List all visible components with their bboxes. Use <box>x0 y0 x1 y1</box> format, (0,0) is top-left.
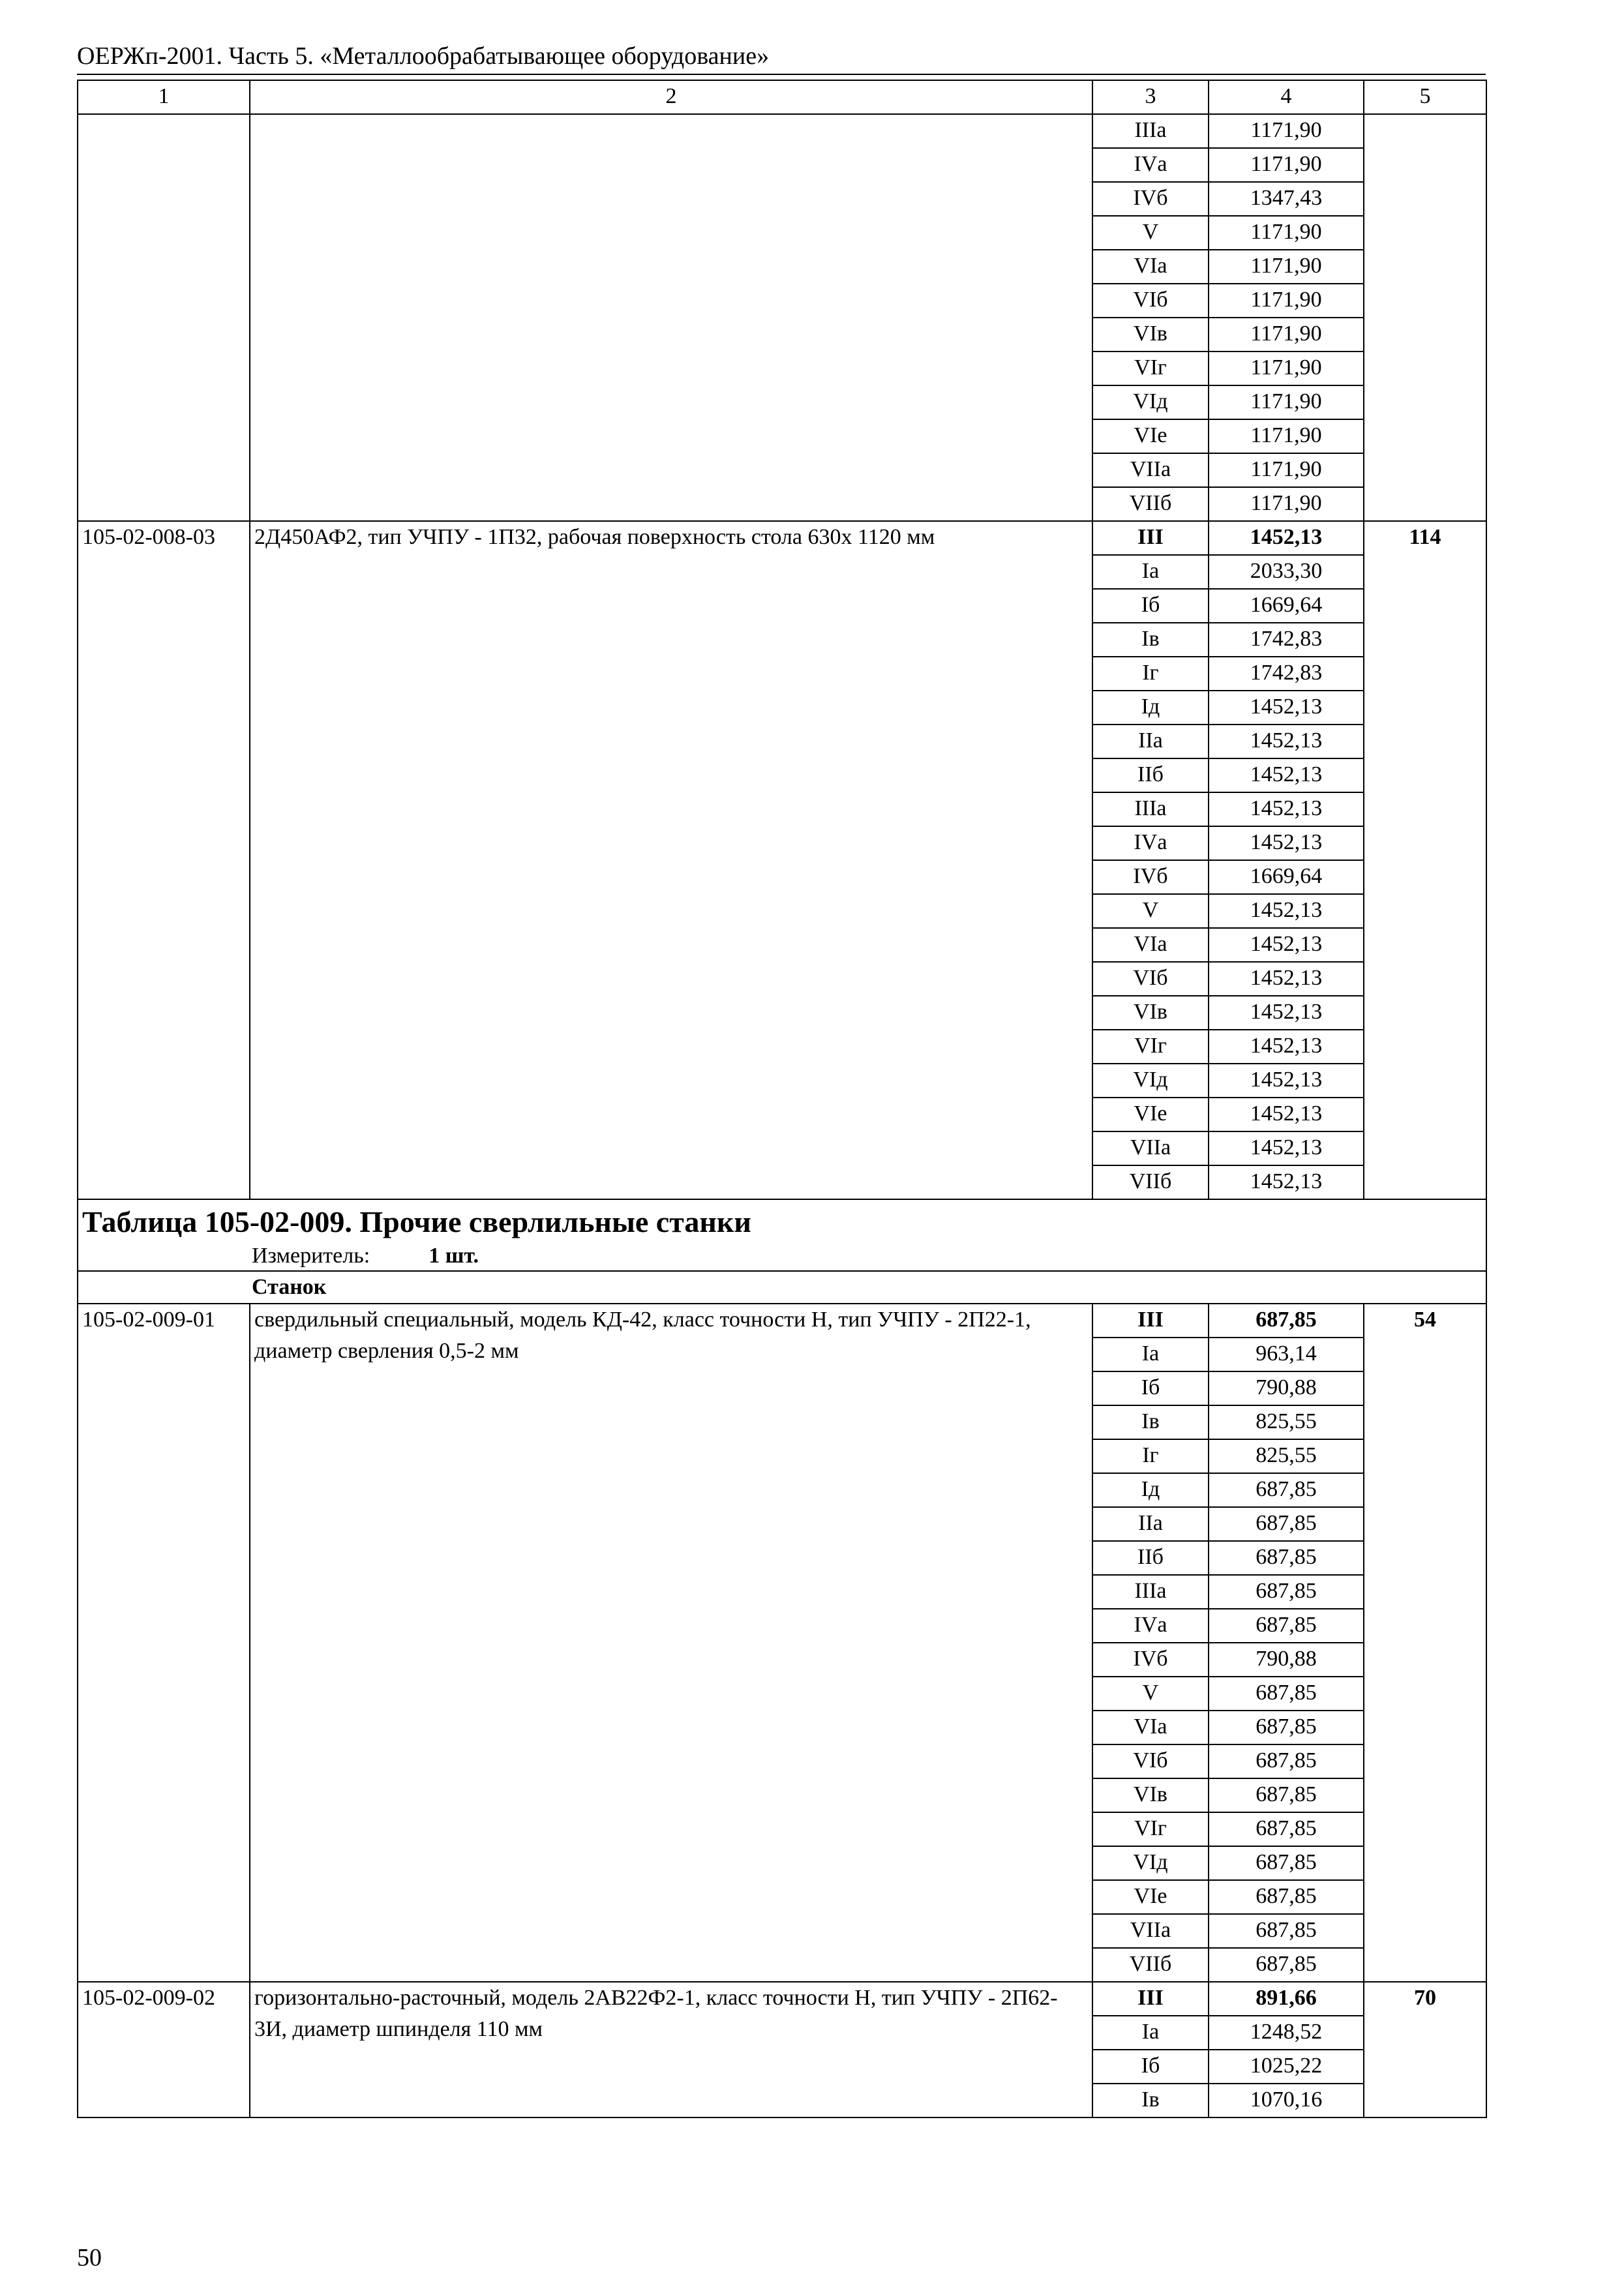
column-number-row <box>78 80 1486 114</box>
zone-cell: Iг <box>1092 1439 1209 1473</box>
price-cell: 687,85 <box>1209 1948 1364 1982</box>
zone-cell: IVб <box>1092 1643 1209 1677</box>
price-cell: 687,85 <box>1209 1677 1364 1711</box>
zone-cell: Iд <box>1092 691 1209 725</box>
zone-cell: III <box>1092 1982 1209 2016</box>
zone-cell: Iг <box>1092 657 1209 691</box>
item-col5: 114 <box>1364 521 1486 1199</box>
price-cell: 1669,64 <box>1209 860 1364 894</box>
price-cell: 1248,52 <box>1209 2016 1364 2050</box>
code-cell-empty <box>78 114 250 521</box>
zone-cell: VIе <box>1092 1880 1209 1914</box>
subsection-title: Станок <box>252 1275 327 1299</box>
zone-cell: IIа <box>1092 1507 1209 1541</box>
zone-cell: IVб <box>1092 182 1209 216</box>
zone-cell: IIа <box>1092 725 1209 758</box>
measure-label: Измеритель: <box>252 1244 370 1268</box>
zone-cell: VIIб <box>1092 1948 1209 1982</box>
item-description: 2Д450АФ2, тип УЧПУ - 1П32, рабочая поверхность стола 630х 1120 мм <box>250 521 1092 1199</box>
price-cell: 687,85 <box>1209 1541 1364 1575</box>
table-row <box>78 521 1486 555</box>
price-cell: 891,66 <box>1209 1982 1364 2016</box>
zone-cell: III <box>1092 521 1209 555</box>
zone-cell: Iв <box>1092 2084 1209 2117</box>
measure-line <box>82 1242 1482 1270</box>
price-cell: 1669,64 <box>1209 589 1364 623</box>
zone-cell: VIб <box>1092 284 1209 318</box>
zone-cell: VIа <box>1092 928 1209 962</box>
price-cell: 1171,90 <box>1209 284 1364 318</box>
price-cell: 1452,13 <box>1209 758 1364 792</box>
price-table <box>77 80 1487 2118</box>
zone-cell: VIа <box>1092 1711 1209 1744</box>
zone-cell: IVб <box>1092 860 1209 894</box>
page-header: ОЕРЖп-2001. Часть 5. «Металлообрабатывающее оборудование» <box>77 42 770 70</box>
item-description: свердильный специальный, модель КД-42, класс точности Н, тип УЧПУ - 2П22-1, диаметр сверления 0,5-2 мм <box>250 1304 1092 1982</box>
price-cell: 2033,30 <box>1209 555 1364 589</box>
zone-cell: VIе <box>1092 1098 1209 1131</box>
price-cell: 1171,90 <box>1209 250 1364 284</box>
price-cell: 687,85 <box>1209 1880 1364 1914</box>
zone-cell: IVа <box>1092 826 1209 860</box>
price-cell: 1171,90 <box>1209 216 1364 250</box>
column-number: 2 <box>250 80 1092 114</box>
table-row <box>78 1304 1486 1338</box>
price-cell: 1452,13 <box>1209 725 1364 758</box>
price-cell: 687,85 <box>1209 1846 1364 1880</box>
zone-cell: III <box>1092 1304 1209 1338</box>
zone-cell: VIIб <box>1092 487 1209 521</box>
price-cell: 1025,22 <box>1209 2050 1364 2084</box>
price-cell: 1452,13 <box>1209 826 1364 860</box>
price-cell: 1452,13 <box>1209 1165 1364 1199</box>
price-cell: 790,88 <box>1209 1371 1364 1405</box>
price-cell: 1452,13 <box>1209 894 1364 928</box>
price-cell: 1452,13 <box>1209 996 1364 1030</box>
item-code: 105-02-008-03 <box>78 521 250 1199</box>
column-number: 5 <box>1364 80 1486 114</box>
section-title-cell <box>78 1199 1486 1271</box>
measure-value: 1 шт. <box>429 1244 479 1268</box>
item-col5: 70 <box>1364 1982 1486 2117</box>
table-row <box>78 1982 1486 2016</box>
zone-cell: Iв <box>1092 1405 1209 1439</box>
price-cell: 1171,90 <box>1209 385 1364 419</box>
price-cell: 687,85 <box>1209 1575 1364 1609</box>
price-cell: 1452,13 <box>1209 928 1364 962</box>
zone-cell: IIIа <box>1092 792 1209 826</box>
zone-cell: VIIа <box>1092 1914 1209 1948</box>
price-cell: 1452,13 <box>1209 1098 1364 1131</box>
price-cell: 1171,90 <box>1209 419 1364 453</box>
zone-cell: VIв <box>1092 318 1209 352</box>
zone-cell: VIд <box>1092 385 1209 419</box>
section-title-row <box>78 1199 1486 1271</box>
section-title: Таблица 105-02-009. Прочие сверлильные станки <box>82 1205 751 1238</box>
item-code: 105-02-009-02 <box>78 1982 250 2117</box>
price-cell: 1452,13 <box>1209 1030 1364 1064</box>
zone-cell: VIе <box>1092 419 1209 453</box>
price-cell: 687,85 <box>1209 1711 1364 1744</box>
zone-cell: Iд <box>1092 1473 1209 1507</box>
price-cell: 687,85 <box>1209 1304 1364 1338</box>
price-cell: 825,55 <box>1209 1439 1364 1473</box>
zone-cell: VIг <box>1092 1030 1209 1064</box>
item-code: 105-02-009-01 <box>78 1304 250 1982</box>
price-cell: 1171,90 <box>1209 114 1364 148</box>
column-number: 4 <box>1209 80 1364 114</box>
zone-cell: VIб <box>1092 962 1209 996</box>
column-number: 3 <box>1092 80 1209 114</box>
zone-cell: Iа <box>1092 555 1209 589</box>
price-cell: 1171,90 <box>1209 352 1364 385</box>
zone-cell: VIд <box>1092 1064 1209 1098</box>
price-cell: 1070,16 <box>1209 2084 1364 2117</box>
item-description: горизонтально-расточный, модель 2АВ22Ф2-1, класс точности Н, тип УЧПУ - 2П62-3И, диаметр шпинделя 110 мм <box>250 1982 1092 2117</box>
zone-cell: VIа <box>1092 250 1209 284</box>
price-cell: 1171,90 <box>1209 318 1364 352</box>
zone-cell: Iб <box>1092 589 1209 623</box>
price-cell: 1452,13 <box>1209 1131 1364 1165</box>
price-cell: 1742,83 <box>1209 657 1364 691</box>
price-cell: 687,85 <box>1209 1812 1364 1846</box>
zone-cell: V <box>1092 216 1209 250</box>
description-cell-empty <box>250 114 1092 521</box>
page-number: 50 <box>77 2244 102 2271</box>
price-cell: 790,88 <box>1209 1643 1364 1677</box>
zone-cell: IIб <box>1092 758 1209 792</box>
zone-cell: V <box>1092 1677 1209 1711</box>
zone-cell: Iа <box>1092 2016 1209 2050</box>
zone-cell: IVа <box>1092 1609 1209 1643</box>
column-number: 1 <box>78 80 250 114</box>
price-cell: 1452,13 <box>1209 521 1364 555</box>
item-col5: 54 <box>1364 1304 1486 1982</box>
zone-cell: IIIа <box>1092 114 1209 148</box>
zone-cell: Iб <box>1092 1371 1209 1405</box>
price-cell: 687,85 <box>1209 1778 1364 1812</box>
zone-cell: VIг <box>1092 352 1209 385</box>
price-cell: 963,14 <box>1209 1338 1364 1371</box>
zone-cell: VIIа <box>1092 453 1209 487</box>
zone-cell: VIв <box>1092 996 1209 1030</box>
zone-cell: VIб <box>1092 1744 1209 1778</box>
price-cell: 1452,13 <box>1209 1064 1364 1098</box>
price-cell: 825,55 <box>1209 1405 1364 1439</box>
zone-cell: Iа <box>1092 1338 1209 1371</box>
price-cell: 687,85 <box>1209 1744 1364 1778</box>
price-cell: 1452,13 <box>1209 691 1364 725</box>
price-cell: 687,85 <box>1209 1507 1364 1541</box>
price-cell: 687,85 <box>1209 1473 1364 1507</box>
zone-cell: VIв <box>1092 1778 1209 1812</box>
price-cell: 1347,43 <box>1209 182 1364 216</box>
subsection-cell <box>78 1271 1486 1304</box>
zone-cell: IIб <box>1092 1541 1209 1575</box>
col5-cell-empty <box>1364 114 1486 521</box>
price-cell: 687,85 <box>1209 1609 1364 1643</box>
price-cell: 687,85 <box>1209 1914 1364 1948</box>
subsection-row <box>78 1271 1486 1304</box>
header-rule <box>77 74 1486 75</box>
price-table-body <box>78 80 1486 2117</box>
zone-cell: V <box>1092 894 1209 928</box>
zone-cell: Iб <box>1092 2050 1209 2084</box>
zone-cell: VIд <box>1092 1846 1209 1880</box>
zone-cell: IVа <box>1092 148 1209 182</box>
price-cell: 1452,13 <box>1209 962 1364 996</box>
price-cell: 1171,90 <box>1209 148 1364 182</box>
price-cell: 1171,90 <box>1209 453 1364 487</box>
table-row <box>78 114 1486 148</box>
price-cell: 1742,83 <box>1209 623 1364 657</box>
zone-cell: IIIа <box>1092 1575 1209 1609</box>
price-cell: 1171,90 <box>1209 487 1364 521</box>
price-cell: 1452,13 <box>1209 792 1364 826</box>
zone-cell: VIIб <box>1092 1165 1209 1199</box>
zone-cell: VIIа <box>1092 1131 1209 1165</box>
zone-cell: Iв <box>1092 623 1209 657</box>
zone-cell: VIг <box>1092 1812 1209 1846</box>
